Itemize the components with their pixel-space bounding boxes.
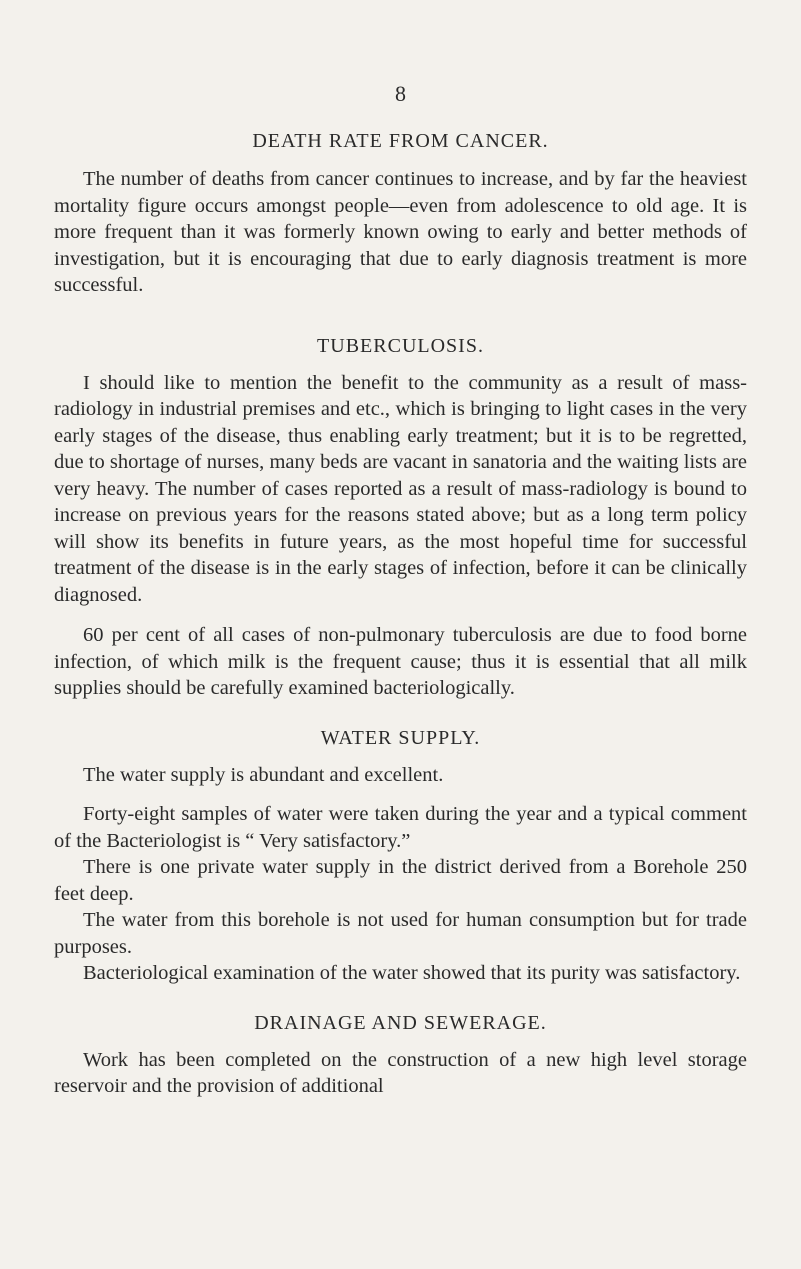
paragraph-water-borehole-use: The water from this borehole is not used for human consumption but for trade purposes. bbox=[54, 909, 747, 958]
heading-tuberculosis: TUBERCULOSIS. bbox=[317, 334, 484, 357]
paragraph-tuberculosis-mass-radiology: I should like to mention the benefit to the community as a result of mass-radiology in industrial premises and etc., which is bringing to light cases in the very early stages of the disease, thus enabling early treatment; but it is to be regretted, due to shortage of nurses, many beds are vacant in sanatoria and the waiting lists are very heavy. The number of cases reported as a result of mass-radiology is bound to increase on previous years for the reasons stated above; but as a long term policy will show its benefits in future years, as the most hopeful time for successful treatment of the disease is in the early stages of infection, before it can be clinically diagnosed. bbox=[54, 371, 747, 606]
paragraph-water-borehole: There is one private water supply in the district derived from a Borehole 250 feet deep. bbox=[54, 856, 747, 905]
paragraph-water-abundant: The water supply is abundant and excellent. bbox=[83, 763, 444, 786]
paragraph-water-samples: Forty-eight samples of water were taken during the year and a typical comment of the Bacteriologist is “ Very satisfactory.” bbox=[54, 803, 747, 852]
heading-water-supply: WATER SUPPLY. bbox=[320, 726, 481, 749]
paragraph-water-bacteriological: Bacteriological examination of the water showed that its purity was satisfactory. bbox=[83, 962, 741, 984]
paragraph-drainage: Work has been completed on the construction of a new high level storage reservoir and the provision of additional bbox=[54, 1048, 747, 1097]
heading-death-rate-from-cancer: DEATH RATE FROM CANCER. bbox=[252, 130, 549, 152]
paragraph-tuberculosis-milk: 60 per cent of all cases of non-pulmonary tuberculosis are due to food borne infection, of which milk is the frequent cause; thus it is essential that all milk supplies should be carefully examined bacteriologically. bbox=[54, 624, 747, 699]
paragraph-cancer: The number of deaths from cancer continues to increase, and by far the heaviest mortality figure occurs amongst people—even from adolescence to old age. It is more frequent than it was formerly known owing to early and better methods of investigation, but it is encouraging that due to early diagnosis treatment is more successful. bbox=[54, 168, 747, 296]
page-number: 8 bbox=[395, 81, 406, 106]
heading-drainage-and-sewerage: DRAINAGE AND SEWERAGE. bbox=[254, 1011, 547, 1034]
